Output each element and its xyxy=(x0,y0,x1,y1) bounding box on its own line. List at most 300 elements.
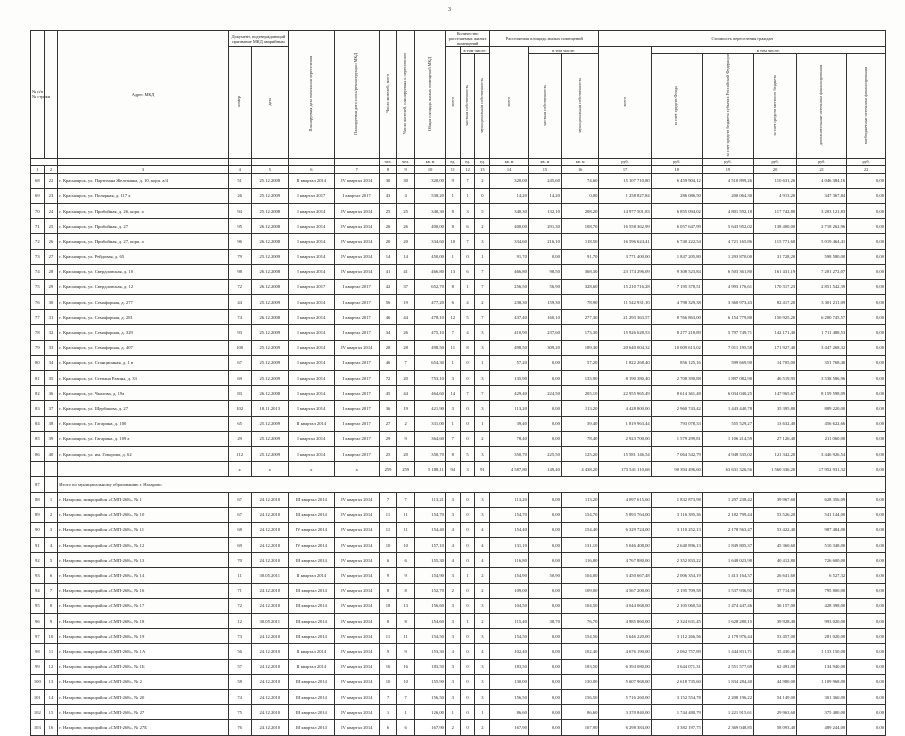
header-cost-federal xyxy=(702,54,753,159)
row-cell: 93 xyxy=(228,325,251,340)
header-cost-total-text: всего xyxy=(621,97,627,107)
row-cell: III квартал 2014 xyxy=(289,492,334,507)
row-cell: 1 xyxy=(475,705,490,720)
table-row xyxy=(31,568,886,583)
row-cell: 30 xyxy=(380,173,397,188)
column-number-cell: 3 xyxy=(58,165,229,173)
row-cell: 28 xyxy=(397,340,415,355)
row-cell: 135,90 xyxy=(490,371,529,386)
row-cell: IV квартал 2014 xyxy=(334,249,379,264)
row-cell: 3 370 840,00 xyxy=(599,705,651,720)
row-cell: 98,50 xyxy=(528,264,561,279)
row-cell: 320,00 xyxy=(415,173,446,188)
row-cell: x xyxy=(251,462,289,477)
row-cell: 0,00 xyxy=(847,583,886,598)
row-cell: 34 xyxy=(380,325,397,340)
row-cell: 1 579 299,81 xyxy=(651,431,702,446)
table-row xyxy=(31,219,886,234)
row-cell: 24.12.2010 xyxy=(251,492,289,507)
row-cell: I квартал 2014 xyxy=(289,355,334,370)
row-cell: 104,00 xyxy=(561,568,599,583)
row-cell: 10 xyxy=(445,234,460,249)
row-cell: 35 430,40 xyxy=(754,644,797,659)
row-cell: 24.12.2010 xyxy=(251,522,289,537)
row-cell: 3 xyxy=(445,492,460,507)
row-cell: 98 xyxy=(228,264,251,279)
row-cell: 2 640 896,13 xyxy=(651,538,702,553)
table-row xyxy=(31,203,886,218)
row-cell: 0,00 xyxy=(847,234,886,249)
address-cell: г. Красноярск, ул. Семафорная, д. 329 xyxy=(58,325,229,340)
address-cell: г. Красноярск, ул. Рейдовая, д. 65 xyxy=(58,249,229,264)
row-cell: 95 xyxy=(31,598,45,613)
row-cell: 3 xyxy=(475,659,490,674)
row-cell: 51 xyxy=(228,173,251,188)
header-area-private-text: частная собственность xyxy=(541,84,547,126)
row-cell: 6 394 080,00 xyxy=(599,659,651,674)
row-cell: 856 125,16 xyxy=(651,355,702,370)
row-cell: 2 xyxy=(475,614,490,629)
row-cell: 78,90 xyxy=(561,295,599,310)
row-cell: 4 428 800,00 xyxy=(599,401,651,416)
row-cell: 90 394 496,60 xyxy=(651,462,702,477)
address-cell: г. Назарово, микрорайон «СМП-268», № 10 xyxy=(58,507,229,522)
row-cell: 91,70 xyxy=(561,249,599,264)
row-cell: 20 xyxy=(397,371,415,386)
row-cell: 1 474 447,46 xyxy=(702,598,753,613)
row-cell: 8 xyxy=(397,583,415,598)
row-cell: 2 xyxy=(475,583,490,598)
column-number-cell: 13 xyxy=(475,165,490,173)
row-cell: 6 057 647,99 xyxy=(651,219,702,234)
row-cell: 22 955 965,49 xyxy=(599,386,651,401)
row-cell: 8 277 218,89 xyxy=(651,325,702,340)
row-cell: 1 xyxy=(445,249,460,264)
row-cell: 1 849 805,37 xyxy=(702,538,753,553)
row-cell: 3 301 211,09 xyxy=(797,295,847,310)
row-cell: 155,30 xyxy=(415,553,446,568)
row-cell: 9 xyxy=(380,568,397,583)
row-cell: 4 097 615,60 xyxy=(599,492,651,507)
row-cell: 131,10 xyxy=(561,538,599,553)
row-cell: 37 xyxy=(44,401,58,416)
row-cell: 0,00 xyxy=(847,705,886,720)
row-cell: 24.12.2010 xyxy=(251,598,289,613)
header-area-including-text: в том числе: xyxy=(552,47,576,53)
row-cell: 12 xyxy=(228,614,251,629)
row-cell: 170 317,23 xyxy=(754,279,797,294)
row-cell: 46 xyxy=(380,355,397,370)
row-cell: 2 923 700,00 xyxy=(599,431,651,446)
header-cost-including xyxy=(651,47,885,54)
row-cell: 56 xyxy=(380,295,397,310)
row-cell: 11 xyxy=(445,340,460,355)
row-cell: 25.12.2009 xyxy=(251,325,289,340)
row-cell: I квартал 2014 xyxy=(289,203,334,218)
row-cell: I квартал 2014 xyxy=(289,340,334,355)
row-cell: III квартал 2014 xyxy=(289,720,334,735)
row-cell: 39 928,40 xyxy=(754,614,797,629)
row-cell: 9 xyxy=(44,614,58,629)
row-cell: 3 xyxy=(445,568,460,583)
row-cell: 3 538 586,96 xyxy=(797,371,847,386)
row-cell: 23 174 296,09 xyxy=(599,264,651,279)
row-cell: 26.12.2008 xyxy=(251,386,289,401)
row-cell: 10 xyxy=(380,538,397,553)
address-cell: г. Красноярск, ул. Гагарина, д. 109 а xyxy=(58,431,229,446)
row-cell: 15 926 628,53 xyxy=(599,325,651,340)
row-cell: 32 xyxy=(44,325,58,340)
row-cell: 41 xyxy=(397,264,415,279)
header-row-number-sub: № строки xyxy=(32,94,51,100)
row-cell: 0 xyxy=(475,188,490,203)
row-cell: 154,40 xyxy=(415,522,446,537)
row-cell: 9 xyxy=(397,431,415,446)
column-number-cell: 15 xyxy=(528,165,561,173)
row-cell: 1 847 205,80 xyxy=(651,249,702,264)
row-cell: 334,60 xyxy=(490,234,529,249)
row-cell: 20 xyxy=(397,446,415,461)
row-cell: 53 457,00 xyxy=(754,629,797,644)
row-cell: 0 xyxy=(460,705,475,720)
row-cell: 116,80 xyxy=(490,553,529,568)
row-cell: 0,00 xyxy=(847,188,886,203)
address-cell: г. Назарово, микрорайон «СМП-268», № 27Б xyxy=(58,720,229,735)
row-cell: 6 298 384,00 xyxy=(599,720,651,735)
row-cell: 103 xyxy=(31,720,45,735)
row-cell: 121 342,20 xyxy=(754,446,797,461)
row-cell: 25.12.2009 xyxy=(251,355,289,370)
header-doc-number xyxy=(228,47,251,159)
row-cell: 350,70 xyxy=(415,446,446,461)
row-cell: 5 643 952,02 xyxy=(702,219,753,234)
row-cell: 7 xyxy=(445,325,460,340)
row-cell: 7 064 542,79 xyxy=(651,446,702,461)
unit-cell: руб. xyxy=(754,158,797,165)
row-cell: I квартал 2017 xyxy=(334,416,379,431)
row-cell: 35 395,80 xyxy=(754,401,797,416)
row-cell: IV квартал 2014 xyxy=(334,234,379,249)
table-row xyxy=(31,401,886,416)
row-cell: 154,40 xyxy=(490,522,529,537)
row-cell: 25.12.2009 xyxy=(251,371,289,386)
row-cell: 54 149,00 xyxy=(754,689,797,704)
row-cell: 24.12.2010 xyxy=(251,689,289,704)
address-cell: г. Назарово, микрорайон «СМП-268», № 17 xyxy=(58,598,229,613)
unit-cell: руб. xyxy=(599,158,651,165)
row-cell: 30.05.2011 xyxy=(251,568,289,583)
row-cell: 0 xyxy=(460,355,475,370)
address-cell: г. Красноярск, ул. Свердловская, д. 10 xyxy=(58,264,229,279)
column-number-cell: 11 xyxy=(445,165,460,173)
row-cell: 1 832 873,98 xyxy=(651,492,702,507)
row-cell: 154,90 xyxy=(415,568,446,583)
address-cell: г. Назарово, микрорайон «СМП-268», № 16 xyxy=(58,583,229,598)
row-cell: 2 006 354,19 xyxy=(651,568,702,583)
row-cell: 2 xyxy=(397,416,415,431)
page-number: 3 xyxy=(448,7,451,13)
row-cell: 37 xyxy=(397,279,415,294)
table-row xyxy=(31,598,886,613)
row-cell: 44 xyxy=(397,386,415,401)
header-cost-group-text: Стоимость переселения граждан xyxy=(711,36,773,41)
row-cell: 16 558 362,99 xyxy=(599,219,651,234)
row-cell: 19 xyxy=(397,401,415,416)
row-cell: 92 xyxy=(31,553,45,568)
row-cell: 156,50 xyxy=(415,689,446,704)
row-cell: 4 438,20 xyxy=(561,462,599,477)
row-cell: 30 xyxy=(44,295,58,310)
row-cell: 93 xyxy=(31,568,45,583)
row-cell: 36 157,00 xyxy=(754,598,797,613)
row-cell: 0 xyxy=(460,720,475,735)
address-cell: г. Назарово, микрорайон «СМП-268», № 19 xyxy=(58,629,229,644)
row-cell: 57,20 xyxy=(561,355,599,370)
header-cost-fund xyxy=(651,54,702,159)
row-cell: 130,00 xyxy=(561,674,599,689)
row-cell: 76 xyxy=(31,295,45,310)
row-cell: 37 714,00 xyxy=(754,583,797,598)
row-cell: 79 xyxy=(31,340,45,355)
column-number-cell: 12 xyxy=(460,165,475,173)
row-cell: 26 xyxy=(380,219,397,234)
row-cell: 4 xyxy=(44,538,58,553)
row-cell: 0 xyxy=(460,249,475,264)
row-cell: I квартал 2017 xyxy=(334,401,379,416)
header-area-municipal-text: муниципальная собственность xyxy=(576,77,582,133)
row-cell: 334,60 xyxy=(415,234,446,249)
header-area-including xyxy=(528,47,598,54)
row-cell: 72 xyxy=(31,234,45,249)
row-cell: 5 019 464,41 xyxy=(797,234,847,249)
row-cell: 16 xyxy=(44,720,58,735)
row-cell: 13 xyxy=(397,598,415,613)
address-cell: г. Назарово, микрорайон «СМП-268», № 14 xyxy=(58,568,229,583)
address-cell: г. Красноярск, ул. Гагарина, д. 100 xyxy=(58,416,229,431)
row-cell: 117 742,80 xyxy=(754,203,797,218)
header-total-area-text: Общая площадь жилых помещений МКД xyxy=(426,56,432,131)
address-cell: г. Назарово, микрорайон «СМП-268», № 1 xyxy=(58,492,229,507)
row-cell: 6 740 222,54 xyxy=(651,234,702,249)
row-cell: 4 xyxy=(460,325,475,340)
row-cell: 15 xyxy=(44,705,58,720)
row-cell: 7 201 272,07 xyxy=(797,264,847,279)
row-cell: 795 800,00 xyxy=(797,583,847,598)
row-cell: 183,50 xyxy=(415,659,446,674)
row-cell: 12 xyxy=(445,310,460,325)
row-cell: 0,00 xyxy=(528,249,561,264)
column-number-cell: 5 xyxy=(251,165,289,173)
row-cell: 154,50 xyxy=(561,629,599,644)
row-cell: 8 xyxy=(380,583,397,598)
row-cell: 14 705,00 xyxy=(754,355,797,370)
row-cell: 25.12.2008 xyxy=(251,173,289,188)
row-cell: 29 xyxy=(380,431,397,446)
row-cell: 259 xyxy=(397,462,415,477)
row-cell: 11 xyxy=(397,522,415,537)
row-cell: 3 xyxy=(475,674,490,689)
row-cell: I квартал 2014 xyxy=(289,431,334,446)
row-cell: 58 xyxy=(228,674,251,689)
row-cell: 1 xyxy=(445,416,460,431)
unit-cell: руб. xyxy=(651,158,702,165)
row-cell: 75 xyxy=(31,279,45,294)
row-cell: 26.12.2008 xyxy=(251,234,289,249)
header-cost-local xyxy=(754,54,797,159)
row-cell: 1 xyxy=(445,188,460,203)
row-cell: 91,70 xyxy=(490,249,529,264)
units-row xyxy=(31,158,886,165)
row-cell: 101 xyxy=(31,689,45,704)
row-cell: 69 xyxy=(228,371,251,386)
row-cell: 2 xyxy=(445,720,460,735)
row-cell: 72 xyxy=(380,371,397,386)
row-cell: 0,00 xyxy=(528,371,561,386)
row-cell: 599 669,90 xyxy=(702,355,753,370)
row-cell: 0,00 xyxy=(528,416,561,431)
header-cost-extra xyxy=(847,54,886,159)
row-cell: 4 798 329,38 xyxy=(651,295,702,310)
row-cell: 100 xyxy=(31,674,45,689)
row-cell: 13 xyxy=(445,264,460,279)
row-cell: 1 xyxy=(460,568,475,583)
table-row xyxy=(31,386,886,401)
row-cell: 3 203 121,83 xyxy=(797,203,847,218)
header-area-total xyxy=(490,47,529,159)
row-cell: 1 648 023,98 xyxy=(702,553,753,568)
table-row xyxy=(31,371,886,386)
row-cell: 0,00 xyxy=(561,188,599,203)
header-document xyxy=(228,31,288,47)
row-cell: 0 xyxy=(460,598,475,613)
row-cell: 6 329 724,00 xyxy=(599,522,651,537)
row-cell: 4 xyxy=(475,553,490,568)
header-residents-text: Число жителей, всего xyxy=(384,74,390,114)
row-cell: 34 xyxy=(44,355,58,370)
address-cell: г. Назарово, микрорайон «СМП-268», № 13 xyxy=(58,553,229,568)
header-doc-number-text: номер xyxy=(236,96,242,108)
row-cell: I квартал 2017 xyxy=(289,188,334,203)
row-cell: 99 xyxy=(31,659,45,674)
unit-cell xyxy=(228,158,251,165)
row-cell: 43 xyxy=(380,188,397,203)
address-cell: г. Назарово, микрорайон «СМП-268», № 11 xyxy=(58,522,229,537)
row-cell: 0 xyxy=(460,674,475,689)
row-cell: 466,80 xyxy=(490,264,529,279)
table-row xyxy=(31,644,886,659)
row-cell: IV квартал 2014 xyxy=(334,522,379,537)
row-cell: 126,00 xyxy=(415,705,446,720)
row-cell: 25.12.2009 xyxy=(251,446,289,461)
row-cell: 0 xyxy=(460,371,475,386)
row-cell: 97 xyxy=(31,629,45,644)
column-number-cell: 2 xyxy=(44,165,58,173)
row-cell: 156,60 xyxy=(415,598,446,613)
header-doc-date-text: дата xyxy=(266,97,272,106)
row-cell: 0,00 xyxy=(847,644,886,659)
row-cell: 1 711 488,53 xyxy=(797,325,847,340)
row-cell: 4 913,20 xyxy=(754,188,797,203)
row-cell: 26 xyxy=(44,234,58,249)
column-number-cell: 17 xyxy=(599,165,651,173)
row-cell: II квартал 2014 xyxy=(289,644,334,659)
row-cell: 2 195 709,58 xyxy=(651,583,702,598)
column-number-cell: 6 xyxy=(289,165,334,173)
row-cell: 340,30 xyxy=(415,203,446,218)
table-row xyxy=(31,264,886,279)
row-cell: 598 580,00 xyxy=(797,249,847,264)
column-number-cell: 20 xyxy=(754,165,797,173)
row-cell: 14 977 501,83 xyxy=(599,203,651,218)
row-cell: 78,40 xyxy=(490,431,529,446)
row-cell: 7 xyxy=(44,583,58,598)
row-cell: I квартал 2017 xyxy=(334,386,379,401)
row-cell: 7 xyxy=(380,492,397,507)
row-cell: 113,20 xyxy=(561,401,599,416)
row-cell: 74,60 xyxy=(561,173,599,188)
row-cell: 19 xyxy=(397,295,415,310)
row-cell: 35 xyxy=(44,371,58,386)
table-row xyxy=(31,629,886,644)
row-cell: 24.12.2010 xyxy=(251,629,289,644)
unit-cell: руб. xyxy=(797,158,847,165)
row-cell: 4 721 165,86 xyxy=(702,234,753,249)
header-cost-group xyxy=(599,31,886,47)
row-cell: 98 xyxy=(31,644,45,659)
row-cell: 1 xyxy=(475,416,490,431)
row-cell: 3 xyxy=(445,659,460,674)
row-cell: 102,40 xyxy=(561,644,599,659)
row-cell: 0,00 xyxy=(847,538,886,553)
row-cell: 4 801 592,18 xyxy=(702,203,753,218)
unit-cell: кв. м xyxy=(415,158,446,165)
row-cell: 15 210 716,28 xyxy=(599,279,651,294)
table-row xyxy=(31,674,886,689)
header-total-area xyxy=(415,31,446,159)
row-cell: 3 446 926,54 xyxy=(797,446,847,461)
row-cell: x xyxy=(334,462,379,477)
column-number-cell: 7 xyxy=(334,165,379,173)
row-cell: 8 190 380,40 xyxy=(599,371,651,386)
row-cell: 208,20 xyxy=(561,203,599,218)
row-cell: 156,50 xyxy=(561,689,599,704)
row-cell: 149,40 xyxy=(528,462,561,477)
row-cell: 26 xyxy=(397,325,415,340)
row-cell: 1 xyxy=(475,249,490,264)
row-cell: 7 xyxy=(460,386,475,401)
row-cell: 7 xyxy=(445,431,460,446)
row-cell: 31 728,20 xyxy=(754,249,797,264)
column-number-cell: 10 xyxy=(415,165,446,173)
row-cell: 5 xyxy=(44,553,58,568)
row-cell: 58 093,40 xyxy=(754,720,797,735)
row-cell: 39,40 xyxy=(490,416,529,431)
address-cell: г. Назарово, микрорайон «СМП-268», № 2 xyxy=(58,674,229,689)
row-cell: 30 xyxy=(397,173,415,188)
row-cell: IV квартал 2014 xyxy=(289,522,334,537)
row-cell: 46 xyxy=(380,310,397,325)
table-row xyxy=(31,355,886,370)
table-row xyxy=(31,659,886,674)
row-cell: 1 443 440,78 xyxy=(702,401,753,416)
table-body xyxy=(31,173,886,735)
row-cell: 82 417,20 xyxy=(754,295,797,310)
row-cell: 0,00 xyxy=(528,689,561,704)
row-cell: 0,00 xyxy=(847,203,886,218)
row-cell: 154,70 xyxy=(490,507,529,522)
row-cell: IV квартал 2014 xyxy=(334,203,379,218)
row-cell: 9 xyxy=(397,568,415,583)
